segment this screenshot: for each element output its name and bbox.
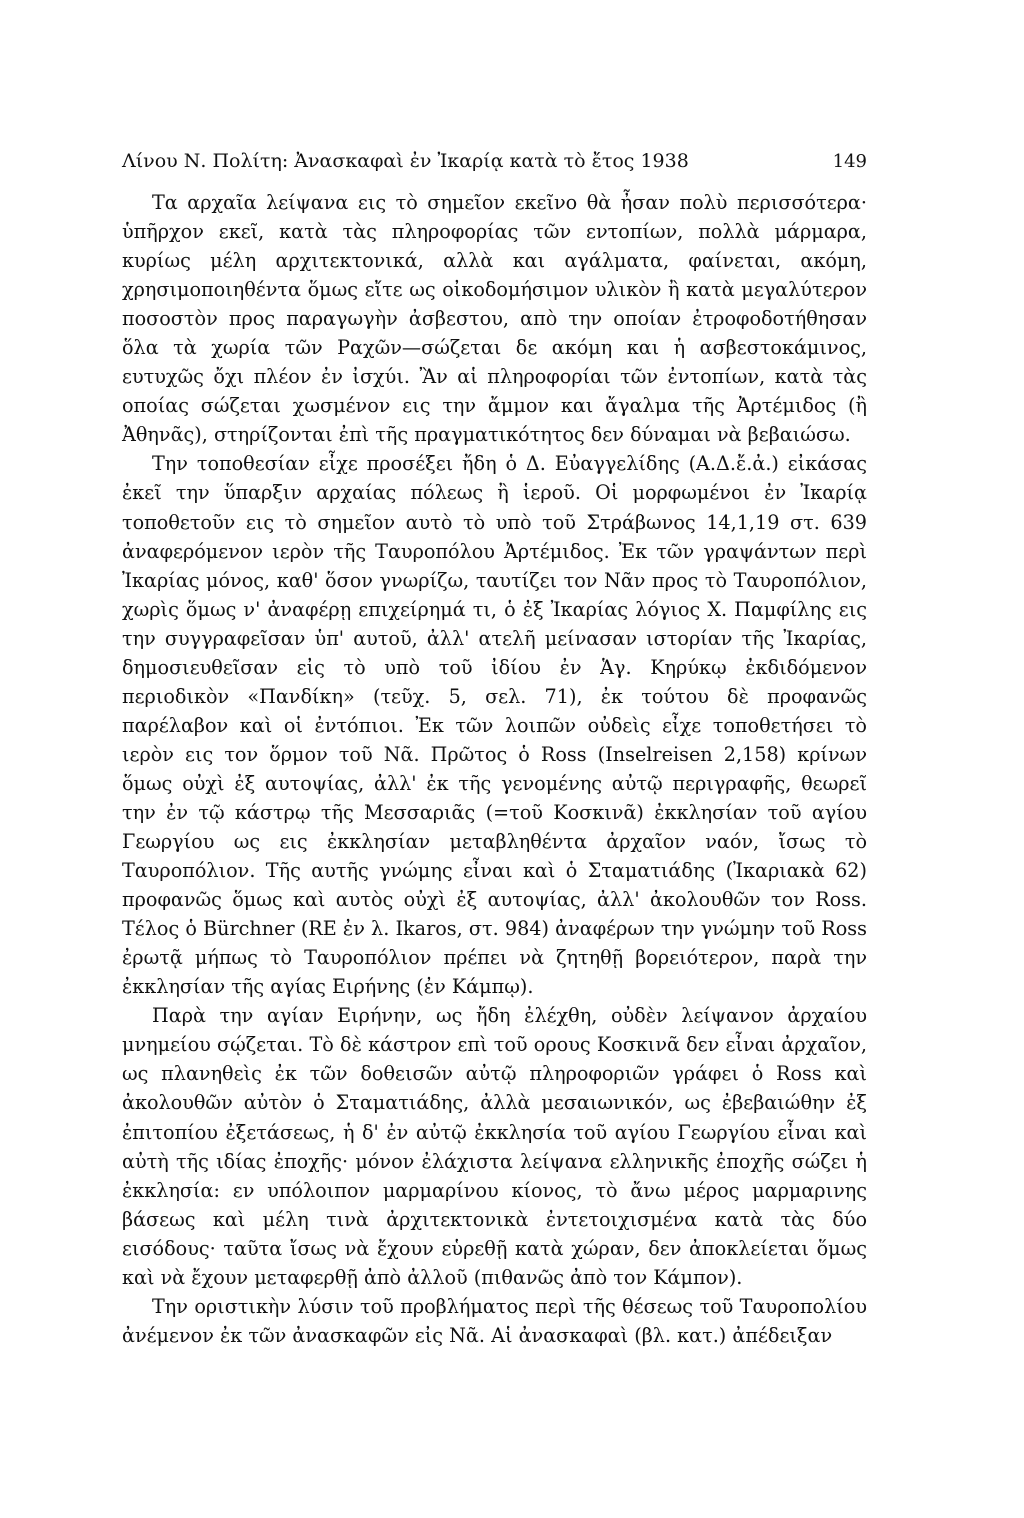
running-head: [122, 150, 867, 180]
paragraph: Την τοποθεσίαν εἶχε προσέξει ἤδη ὁ Δ. Εὐαγγελίδης (Α.Δ.ἔ.ἀ.) εἰκάσας ἐκεῖ την ὕπαρξιν αρχαίας πόλεως ἢ ἱεροῦ. Οἱ μορφωμένοι ἐν Ἰκαρίᾳ τοποθετοῦν εις τὸ σημεῖον αυτὸ τὸ υπὸ τοῦ Στράβωνος 14,1,19 στ. 639 ἀναφερόμενον ιερὸν τῆς Ταυροπόλου Ἀρτέμιδος. Ἐκ τῶν γραψάντων περὶ Ἰκαρίας μόνος, καθ' ὅσον γνωρίζω, ταυτίζει τον Νᾶν προς τὸ Ταυροπόλιον, χωρὶς ὅμως ν' ἀναφέρῃ επιχείρημά τι, ὁ ἐξ Ἰκαρίας λόγιος Χ. Παμφίλης εις την συγγραφεῖσαν ὑπ' αυτοῦ, ἀλλ' ατελῆ μείνασαν ιστορίαν τῆς Ἰκαρίας, δημοσιευθεῖσαν εἰς τὸ υπὸ τοῦ ἰδίου ἐν Ἁγ. Κηρύκῳ ἐκδιδόμενον περιοδικὸν «Πανδίκη» (τεῦχ. 5, σελ. 71), ἐκ τούτου δὲ προφανῶς παρέλαβον καὶ οἱ ἐντόπιοι. Ἐκ τῶν λοιπῶν οὐδεὶς εἶχε τοποθετήσει τὸ ιερὸν εις τον ὅρμον τοῦ Νᾶ. Πρῶτος ὁ Ross (Inselreisen 2,158) κρίνων ὅμως οὐχὶ ἐξ αυτοψίας, ἀλλ' ἐκ τῆς γενομένης αὐτῷ περιγραφῆς, θεωρεῖ την ἐν τῷ κάστρῳ τῆς Μεσσαριᾶς (=τοῦ Κοσκινᾶ) ἐκκλησίαν τοῦ αγίου Γεωργίου ως εις ἐκκλησίαν μεταβληθέντα ἀρχαῖον ναόν, ἴσως τὸ Ταυροπόλιον. Τῆς αυτῆς γνώμης εἶναι καὶ ὁ Σταματιάδης (Ἰκαριακὰ 62) προφανῶς ὅμως καὶ αυτὸς οὐχὶ ἐξ αυτοψίας, ἀλλ' ἀκολουθῶν τον Ross. Τέλος ὁ Bürchner (RE ἐν λ. Ikaros, στ. 984) ἀναφέρων την γνώμην τοῦ Ross ἐρωτᾷ μήπως τὸ Ταυροπόλιον πρέπει νὰ ζητηθῇ βορειότερον, παρὰ την ἐκκλησίαν τῆς αγίας Ειρήνης (ἐν Κάμπῳ).: [122, 452, 867, 999]
body-text: [122, 188, 867, 1350]
paragraph: Τα αρχαῖα λείψανα εις τὸ σημεῖον εκεῖνο θὰ ἦσαν πολὺ περισσότερα· ὑπῆρχον εκεῖ, κατὰ τὰς πληροφορίας τῶν εντοπίων, πολλὰ μάρμαρα, κυρίως μέλη αρχιτεκτονικά, αλλὰ και αγάλματα, φαίνεται, ακόμη, χρησιμοποιηθέντα ὅμως εἴτε ως οἰκοδομήσιμον υλικὸν ἢ κατὰ μεγαλύτερον ποσοστὸν προς παραγωγὴν ἀσβεστου, απὸ την οποίαν ἐτροφοδοτήθησαν ὅλα τὰ χωρία τῶν Ραχῶν—σώζεται δε ακόμη και ἡ ασβεστοκάμινος, ευτυχῶς ὄχι πλέον ἐν ἰσχύι. Ἂν αἱ πληροφορίαι τῶν ἐντοπίων, κατὰ τὰς οποίας σώζεται χωσμένον εις την ἄμμον και ἄγαλμα τῆς Ἀρτέμιδος (ἢ Ἀθηνᾶς), στηρίζονται ἐπὶ τῆς πραγματικότητος δεν δύναμαι νὰ βεβαιώσω.: [122, 191, 867, 447]
page-number: 149: [832, 151, 867, 172]
paragraph: Την οριστικὴν λύσιν τοῦ προβλήματος περὶ τῆς θέσεως τοῦ Ταυροπολίου ἀνέμενον ἐκ τῶν ἀνασκαφῶν εἰς Νᾶ. Αἱ ἀνασκαφαὶ (βλ. κατ.) ἀπέδειξαν: [122, 1294, 867, 1347]
page: [122, 150, 867, 1350]
running-title: Λίνου Ν. Πολίτη: Ἀνασκαφαὶ ἐν Ἰκαρίᾳ κατὰ τὸ ἔτος 1938: [122, 150, 689, 172]
paragraph: Παρὰ την αγίαν Ειρήνην, ως ἤδη ἐλέχθη, οὐδὲν λείψανον ἀρχαίου μνημείου σῴζεται. Τὸ δὲ κάστρον επὶ τοῦ ορους Κοσκινᾶ δεν εἶναι ἀρχαῖον, ως πλανηθεὶς ἐκ τῶν δοθεισῶν αὐτῷ πληροφοριῶν γράφει ὁ Ross καὶ ἀκολουθῶν αὐτὸν ὁ Σταματιάδης, ἀλλὰ μεσαιωνικόν, ως ἐβεβαιώθην ἐξ ἐπιτοπίου ἐξετάσεως, ἡ δ' ἐν αὐτῷ ἐκκλησία τοῦ αγίου Γεωργίου εἶναι καὶ αὐτὴ τῆς ιδίας ἐποχῆς· μόνον ἐλάχιστα λείψανα ελληνικῆς ἐποχῆς σώζει ἡ ἐκκλησία: εν υπόλοιπον μαρμαρίνου κίονος, τὸ ἄνω μέρος μαρμαρινης βάσεως καὶ μέλη τινὰ ἀρχιτεκτονικὰ ἐντετοιχισμένα κατὰ τὰς δύο εισόδους· ταῦτα ἴσως νὰ ἔχουν εὑρεθῇ κατὰ χώραν, δεν ἀποκλείεται ὅμως καὶ νὰ ἔχουν μεταφερθῇ ἀπὸ ἀλλοῦ (πιθανῶς ἀπὸ τον Κάμπον).: [122, 1004, 867, 1289]
